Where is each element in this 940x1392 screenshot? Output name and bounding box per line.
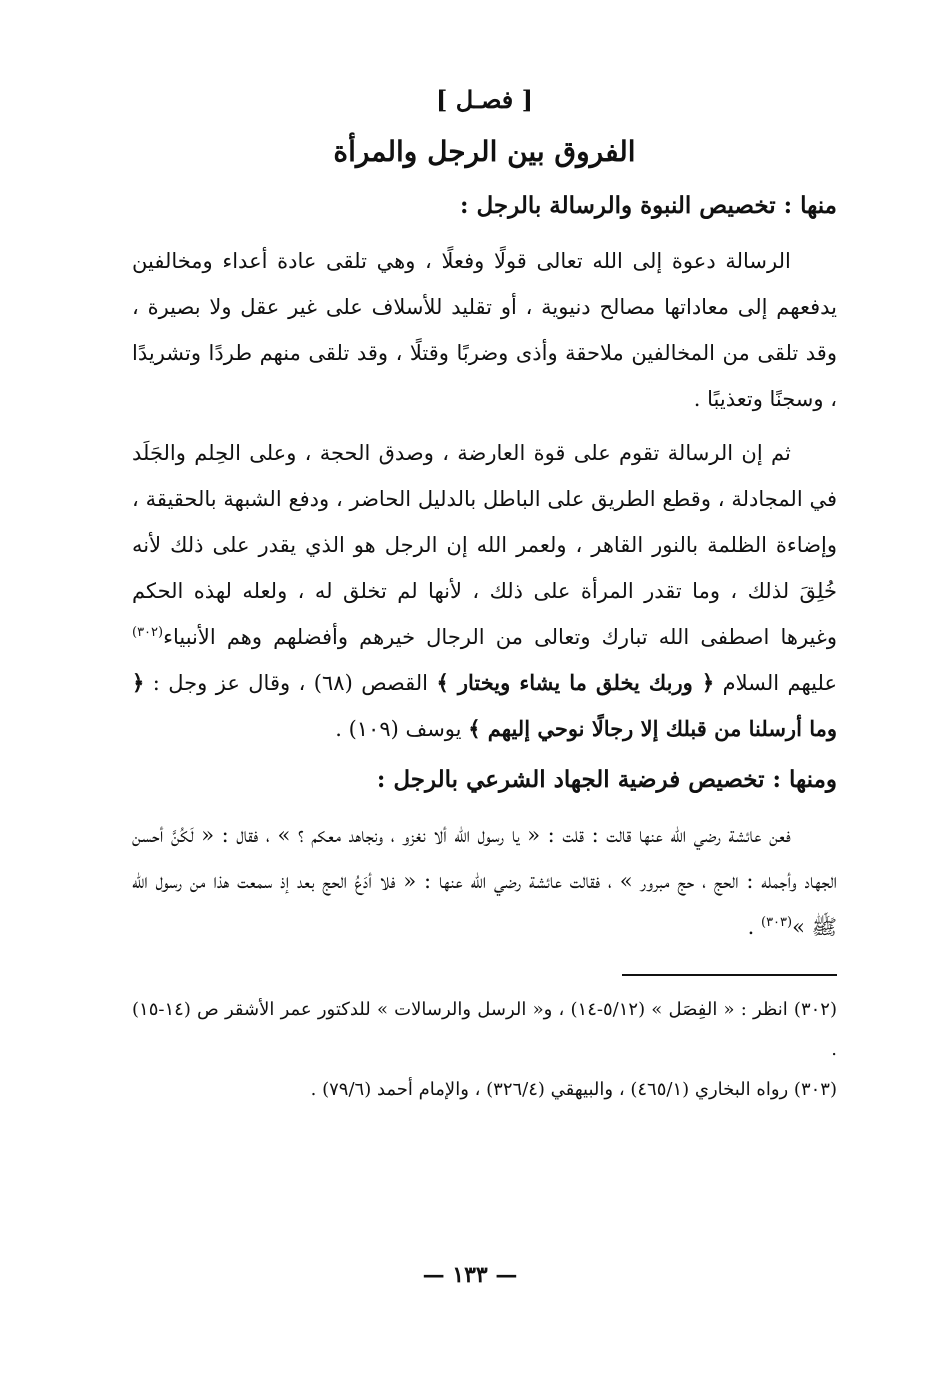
- section-heading-jihad: ومنها : تخصيص فرضية الجهاد الشرعي بالرجل :: [376, 766, 837, 793]
- paragraph-text: .: [747, 915, 761, 939]
- page-number: — ١٣٣ —: [422, 1262, 518, 1288]
- footnote-reference: (٣٠٢): [132, 625, 164, 640]
- paragraph-text: يوسف (١٠٩) .: [335, 717, 469, 741]
- page-title: الفروق بين الرجل والمرأة: [333, 135, 636, 168]
- quran-verse: ﴿ وربك يخلق ما يشاء ويختار ﴾: [436, 670, 715, 695]
- footnote-302: (٣٠٢) انظر : « الفِصَل » (٥/١٢-١٤) ، و« الرسل والرسالات » للدكتور عمر الأشقر ص (١٤-١٥) .: [132, 999, 837, 1060]
- book-page: [132, 80, 837, 1110]
- chapter-marker: [ فصـل ]: [436, 85, 533, 114]
- paragraph-message-qualities: [132, 430, 837, 752]
- paragraph-text: ثم إن الرسالة تقوم على قوة العارضة ، وصدق الحجة ، وعلى الحِلم والجَلَد في المجادلة ، وقطع الطريق على الباطل بالدليل الحاضر ، ودفع الشبهة بالحقيقة ، وإضاءة الظلمة بالنور القاهر ، ولعمر الله إن الرجل هو الذي يقدر على ذلك لأنه خُلِقَ لذلك ، وما تقدر المرأة على ذلك ، لأنها لم تخلق له ، ولعله لهذه الحكم وغيرها اصطفى الله تبارك وتعالى من الرجال خيرهم وأفضلهم وهم الأنبياء: [132, 441, 837, 649]
- paragraph-text: عليهم السلام: [714, 671, 838, 695]
- paragraph-text: فعن عائشة رضي الله عنها قالت : قلت : « يا رسول الله ألا نغزو ، ونجاهد معكم ؟ » ، فقال : « لَكُنَّ أحسن الجهاد وأجمله : الحج ، حج مبرور » ، فقالت عائشة رضي الله عنها : « فلا أدَعُ الحج بعد إذ سمعت هذا من رسول الله ﷺ »: [132, 823, 837, 939]
- footnote-divider: [622, 974, 837, 976]
- footnote-303: (٣٠٣) رواه البخاري (٤٦٥/١) ، والبيهقي (٣٢٦/٤) ، والإمام أحمد (٧٩/٦) .: [310, 1079, 837, 1100]
- section-heading-prophethood: منها : تخصيص النبوة والرسالة بالرجل :: [460, 192, 837, 219]
- paragraph-message-hardship: الرسالة دعوة إلى الله تعالى قولًا وفعلًا ، وهي تلقى عادة أعداء ومخالفين يدفعهم إلى معاداتها مصالح دنيوية ، أو تقليد للأسلاف على غير عقل ولا بصيرة ، وقد تلقى من المخالفين ملاحقة وأذى وضربًا وقتلًا ، وقد تلقى منهم طردًا وتشريدًا ، وسجنًا وتعذيبًا .: [132, 249, 837, 411]
- paragraph-text: القصص (٦٨) ، وقال عز وجل :: [144, 671, 437, 695]
- footnote-reference: (٣٠٣): [760, 915, 793, 930]
- paragraph-aisha-hadith: [132, 812, 837, 950]
- quran-verse: ﴿ وما أرسلنا من قبلك إلا رجالًا نوحي إليهم ﴾: [132, 670, 837, 741]
